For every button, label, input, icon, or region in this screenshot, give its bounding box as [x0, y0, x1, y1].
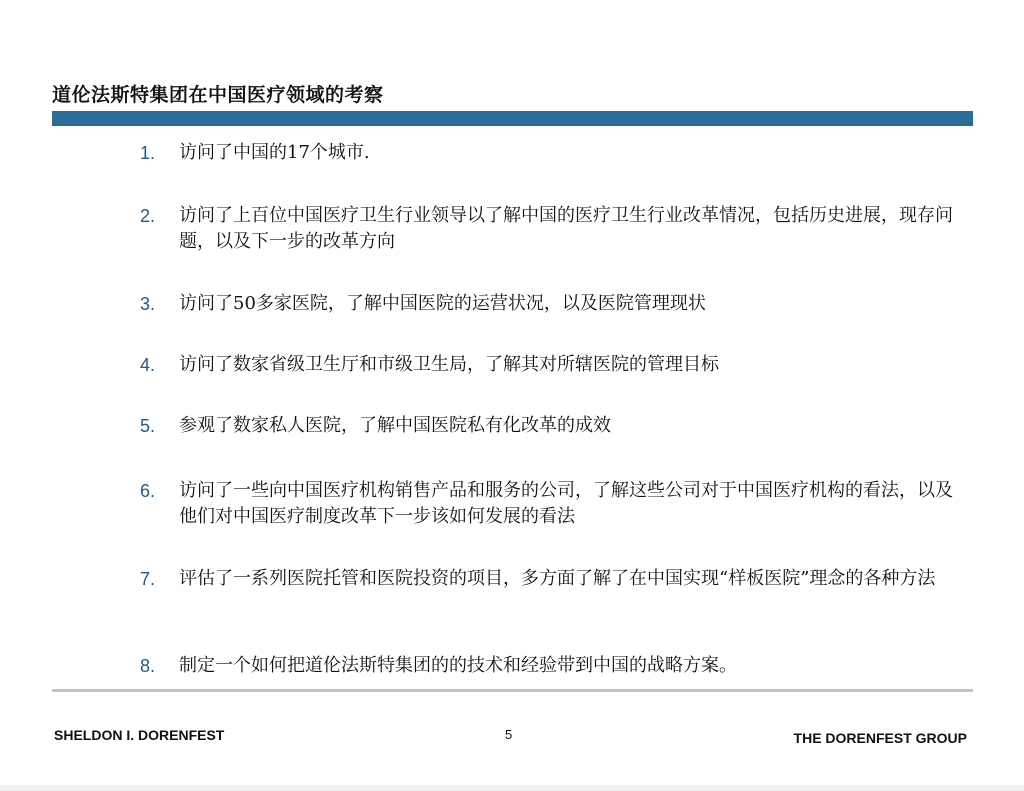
item-number: 4. — [140, 355, 156, 375]
item-number: 8. — [140, 656, 156, 676]
item-text: 访问了50多家医院，了解中国医院的运营状况，以及医院管理现状 — [179, 293, 706, 314]
item-number: 2. — [140, 206, 156, 226]
item-text: 访问了一些向中国医疗机构销售产品和服务的公司，了解这些公司对于中国医疗机构的看法，以及他们对中国医疗制度改革下一步该如何发展的看法 — [179, 480, 953, 527]
footer-divider — [52, 689, 973, 692]
item-text: 评估了一系列医院托管和医院投资的项目，多方面了解了在中国实现“样板医院”理念的各种方法 — [179, 568, 936, 589]
item-text: 参观了数家私人医院，了解中国医院私有化改革的成效 — [179, 415, 611, 436]
item-text: 访问了数家省级卫生厅和市级卫生局，了解其对所辖医院的管理目标 — [179, 354, 719, 375]
item-number: 1. — [140, 143, 156, 163]
page-number: 5 — [505, 727, 513, 742]
footer-author: SHELDON I. DORENFEST — [54, 727, 225, 743]
item-text: 访问了中国的17个城市. — [179, 142, 370, 163]
slide-title: 道伦法斯特集团在中国医疗领域的考察 — [52, 84, 384, 106]
item-number: 6. — [140, 481, 156, 501]
item-text: 制定一个如何把道伦法斯特集团的的技术和经验带到中国的战略方案。 — [179, 655, 737, 676]
item-number: 3. — [140, 294, 156, 314]
item-number: 7. — [140, 569, 156, 589]
item-text: 访问了上百位中国医疗卫生行业领导以了解中国的医疗卫生行业改革情况，包括历史进展，现存问题，以及下一步的改革方向 — [179, 205, 953, 252]
item-number: 5. — [140, 416, 156, 436]
title-bar-divider — [52, 111, 973, 126]
footer-company: THE DORENFEST GROUP — [793, 730, 967, 746]
page-bottom-edge — [0, 785, 1024, 791]
